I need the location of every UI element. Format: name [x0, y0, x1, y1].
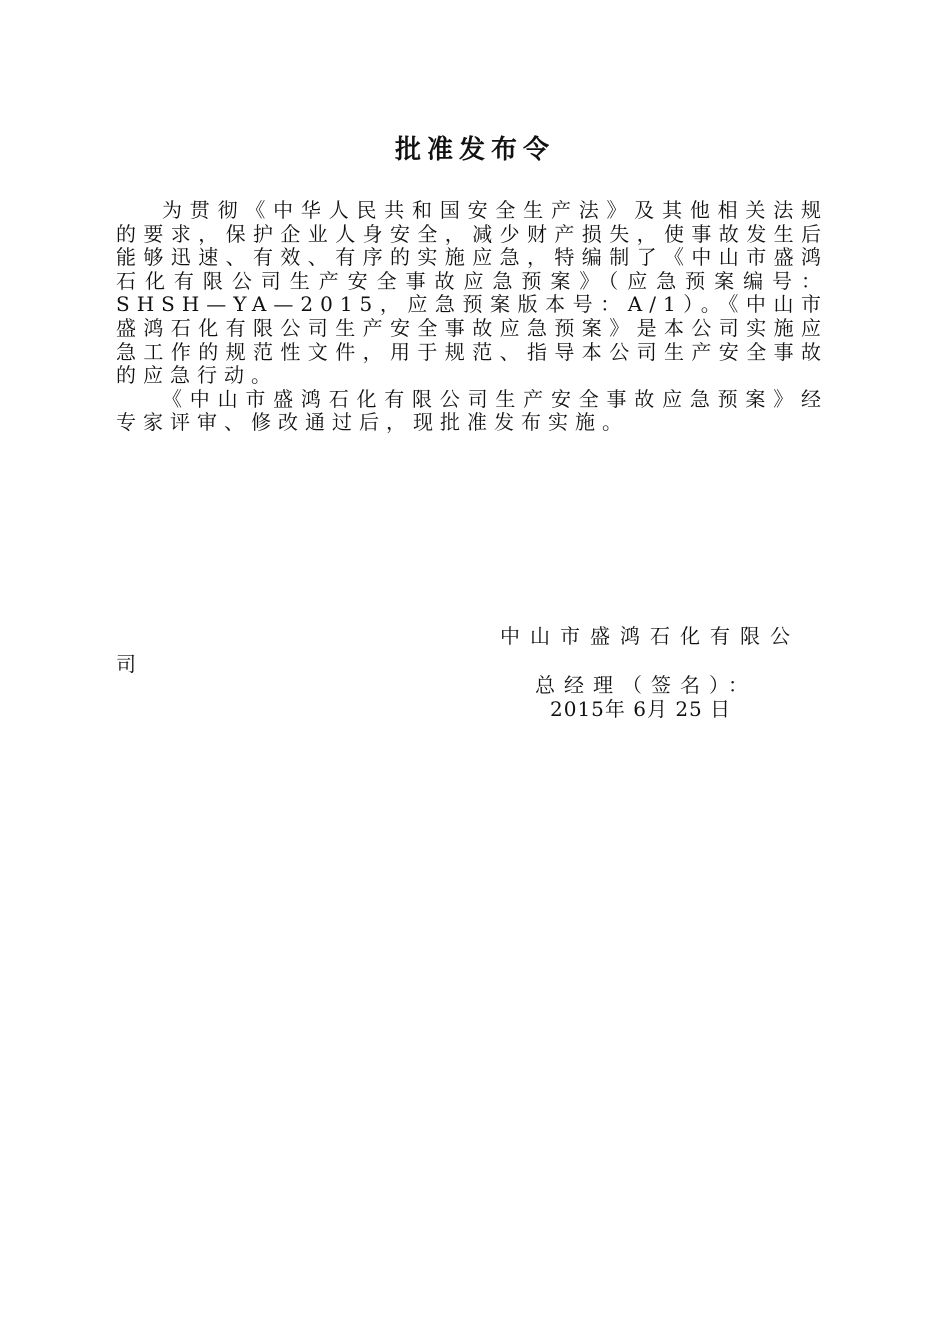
signature-line: 总经理（签名）： [535, 673, 757, 697]
page-title: 批准发布令 [394, 135, 555, 165]
document-body [116, 199, 828, 435]
issue-date: 2015年 6月 25 日 [550, 697, 732, 721]
company-name-line-1: 中山市盛鸿石化有限公 [500, 624, 800, 648]
company-name-line-2: 司 [116, 652, 146, 676]
paragraph-intro: 为贯彻《中华人民共和国安全生产法》及其他相关法规的要求，保护企业人身安全，减少财产损失，使事故发生后能够迅速、有效、有序的实施应急，特编制了《中山市盛鸿石化有限公司生产安全事故应急预案》（应急预案编号：SHSH—YA—2015，应急预案版本号：A/1）。《中山市盛鸿石化有限公司生产安全事故应急预案》是本公司实施应急工作的规范性文件，用于规范、指导本公司生产安全事故的应急行动。 [116, 198, 828, 388]
paragraph-approval: 《中山市盛鸿石化有限公司生产安全事故应急预案》经专家评审、修改通过后，现批准发布实施。 [116, 386, 828, 435]
company-name [116, 622, 828, 678]
